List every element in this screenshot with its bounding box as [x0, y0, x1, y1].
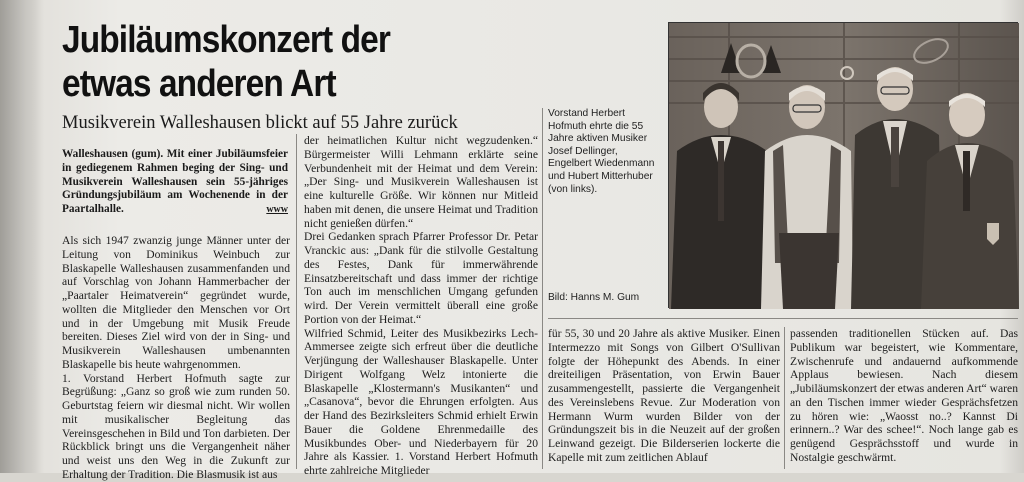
lead-paragraph [62, 148, 288, 217]
article-column-3: für 55, 30 und 20 Jahre als aktive Musiker. Einen Intermezzo mit Songs von Gilbert O'Sullivan folgte der Höhepunkt des Abends. In einer dreiteiligen Präsentation, von Erwin Bauer zusammengestellt, passierte die Vergangenheit des Vereinslebens Revue. Zur Moderation von Hermann Wurm wurden Bilder von der Gründungszeit bis in die Neuzeit auf der großen Leinwand gezeigt. Die Bilderserien lockerte die Kapelle mit zum zeitlichen Ablauf [548, 327, 780, 464]
article-photo [668, 22, 1018, 308]
column-divider [296, 134, 297, 469]
article-column-4: passenden traditionellen Stücken auf. Das Publikum war begeistert, wie Kommentare, Zwischenrufe und andauernd aufkommende Applaus bewiesen. Nach diesem „Jubiläumskonzert der etwas anderen Art“ waren an den Tischen immer wieder Gesprächsfetzen zu hören wie: „Waosst no..? Kannst Di erinnern..? War des schee!“. Noch lange gab es genügend Gesprächsstoff und wurde in Nostalgie geschwärmt. [790, 327, 1018, 464]
lead-text: Walleshausen (gum). Mit einer Jubiläumsfeier in gediegenem Rahmen beging der Sing- und Musikverein Walleshausen sein 55-jähriges Gründungsjubiläum am Wochenende in der Paartalhalle. [62, 148, 288, 215]
photo-bottom-rule [548, 318, 1018, 319]
paper-fold-shadow [0, 0, 44, 473]
photo-credit: Bild: Hanns M. Gum [548, 292, 640, 303]
column-divider [542, 108, 543, 469]
column-divider [784, 327, 785, 469]
headline: Jubiläumskonzert der etwas anderen Art [62, 19, 391, 105]
author-signature: www [266, 204, 288, 215]
subheadline: Musikverein Walleshausen blickt auf 55 Jahre zurück [62, 113, 458, 133]
article-column-1: Als sich 1947 zwanzig junge Männer unter der Leitung von Dominikus Weinbuch zur Blaskapelle Walleshausen zusammenfanden und auf Vorschlag von Johann Hammerbacher der „Paartaler Heimatverein“ gegründet wurde, wollten die Mitglieder den Menschen vor Ort und in der Umgebung mit Musik Freude bereiten. Dieses Ziel wird von der in Sing- und Musikverein Walleshausen umbenannten Blaskapelle bis heute wahrgenommen. 1. Vorstand Herbert Hofmuth sagte zur Begrüßung: „Ganz so groß wie zum runden 50. Geburtstag feiern wir diesmal nicht. Wir wollen mit musikalischer Begleitung das Vereinsgeschehen in Bild und Ton darbieten. Der Rückblick bringt uns die Vergangenheit näher und weist uns den Weg in die Zukunft zur Erhaltung der Tradition. Die Blasmusik ist aus [62, 234, 290, 481]
photo-caption: Vorstand Herbert Hofmuth ehrte die 55 Jahre aktiven Musiker Josef Dellinger, Engelbert Wiedenmann und Hubert Mitterhuber (von links). [548, 108, 655, 195]
article-column-2: der heimatlichen Kultur nicht wegzudenken.“ Bürgermeister Willi Lehmann erklärte seine Verbundenheit mit der Heimat und dem Verein: „Der Sing- und Musikverein Walleshausen ist eine kulturelle Größe. Wir können nur Mitleid haben mit denen, die unsere Heimat und Tradition nicht genießen dürfen.“ Drei Gedanken sprach Pfarrer Professor Dr. Petar Vranckic aus: „Dank für die stilvolle Gestaltung des Festes, Dank für immerwährende Einsatzbereitschaft und dass immer der richtige Ton auch im menschlichen Umgang gefunden wird. Der Verein vermittelt überall eine große Portion von der Heimat.“ Wilfried Schmid, Leiter des Musikbezirks Lech-Ammersee zeigte sich erfreut über die deutliche Verjüngung der Walleshauser Blaskapelle. Unter Dirigent Wolfgang Welz intonierte die Blaskapelle „Klostermann's Musikanten“ und „Casanova“, bevor die Ehrungen erfolgten. Aus der Hand des Bezirksleiters Schmid erhielt Erwin Bauer die Goldene Ehrenmedaille des Musikbundes Ober- und Niederbayern für 20 Jahre als Kassier. 1. Vorstand Herbert Hofmuth ehrte zahlreiche Mitglieder [304, 134, 538, 477]
photo-four-musicians [669, 23, 1019, 309]
